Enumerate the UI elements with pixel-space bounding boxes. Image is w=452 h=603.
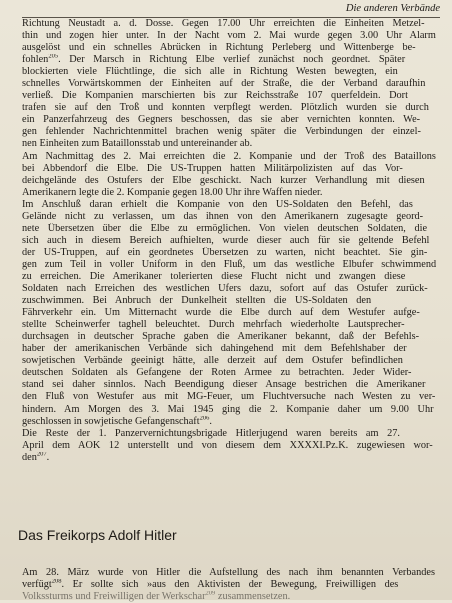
paragraph-line	[22, 235, 436, 247]
section-paragraph-line	[22, 579, 436, 591]
paragraph-line	[22, 114, 436, 126]
line-text: den Fluß von Westufer aus mit MG-Feuer, um Fluchtversuche nach Westen zu ver-	[22, 391, 436, 403]
line-text: schnelles Vorwärtskommen der Einheiten auf der Straße, die der Verband daraufhin	[22, 78, 426, 90]
section-text-block	[22, 567, 436, 603]
line-text-after-footnote: .	[209, 415, 212, 427]
line-text: nete Übersetzen über die Elbe zu ermöglichen. Von vielen deutschen Soldaten, die	[22, 222, 428, 234]
paragraph-line	[22, 440, 436, 452]
paragraph-line	[22, 452, 436, 464]
line-text: trafen sie auf den Troß und konnten verpflegt werden. Plötzlich wurden sie durch	[22, 102, 429, 114]
section-paragraph-line	[22, 567, 436, 579]
paragraph-line	[22, 404, 436, 416]
line-text: deutschen Soldaten als Gefangene der Roten Armee zu betrachten. Jeder Wider-	[22, 367, 412, 379]
footnote-marker: 206	[199, 415, 210, 422]
paragraph-line	[22, 163, 436, 175]
line-text: Soldaten nach Erreichen des westlichen Ufers dazu, sofort auf das Ostufer zurück-	[22, 283, 428, 295]
main-text-block	[22, 18, 436, 464]
paragraph-line	[22, 223, 436, 235]
line-text: Amerikanern legte die 2. Kompanie gegen 18.00 Uhr ihre Waffen nieder.	[22, 186, 323, 198]
paragraph-line	[22, 211, 436, 223]
paragraph	[22, 199, 436, 428]
paragraph-line	[22, 271, 436, 283]
line-text: deichgelände des Ostufers der Elbe geschickt. Nach kurzer Verhandlung mit diesen	[22, 174, 425, 186]
paragraph-line	[22, 126, 436, 138]
paragraph-line	[22, 18, 436, 30]
paragraph-line	[22, 199, 436, 211]
line-text: Im Anschluß daran erhielt die Kompanie von den US-Soldaten den Befehl, das	[22, 198, 413, 210]
line-text: der US-Truppen, auf ein geordnetes Übersetzen zu warten, nicht beachtet. Sie gin-	[22, 246, 428, 258]
line-text-after-footnote: .	[46, 451, 50, 463]
line-text: sich auch in diesem Bereich aufhielten, wurde dieser auch für sie geltende Befehl	[22, 234, 430, 246]
paragraph-line	[22, 259, 436, 271]
paragraph-line	[22, 343, 436, 355]
line-text: haber der amerikanischen Verbände sich dahingehend mit dem Befehlshaber der	[22, 343, 407, 355]
line-text: zuschwimmen. Bei Anbruch der Dunkelheit stellten die US-Soldaten den	[22, 295, 372, 307]
paragraph-line	[22, 42, 436, 54]
line-text: ein Panzerfahrzeug des Gegners beschossen, das sie aber vernichten konnten. We-	[22, 114, 421, 126]
paragraph	[22, 567, 436, 603]
paragraph-line	[22, 175, 436, 187]
line-text: den	[22, 451, 37, 463]
paragraph	[22, 151, 436, 199]
section-heading: Das Freikorps Adolf Hitler	[18, 527, 177, 543]
paragraph-line	[22, 295, 436, 307]
line-text: thin und zogen hier unter. In der Nacht vom 2. Mai wurde gegen 3.00 Uhr Alarm	[22, 30, 436, 42]
paragraph-line	[22, 379, 436, 391]
footnote-marker: 207	[36, 451, 47, 458]
line-text: Fährverkehr ein. Um Mitternacht wurde die Elbe durch auf dem Westufer aufge-	[22, 307, 420, 319]
paragraph-line	[22, 319, 436, 331]
line-text: durchsagen in deutscher Sprache gaben die Amerikaner bekannt, daß der Befehls-	[22, 331, 420, 343]
paragraph-line	[22, 391, 436, 403]
line-text: gen fehlender Nachrichtenmittel brachen wenig später die Verbindungen der einzel-	[22, 126, 421, 138]
paragraph	[22, 18, 436, 151]
paragraph-line	[22, 428, 436, 440]
line-text: verfügt	[22, 579, 52, 591]
footnote-marker: 209	[205, 591, 216, 597]
paragraph-line	[22, 138, 436, 150]
line-text: Richtung Neustadt a. d. Dosse. Gegen 17.00 Uhr erreichten die Einheiten Metzel-	[22, 18, 425, 29]
line-text: Am 28. März wurde von Hitler die Aufstellung des nach ihm benannten Verbandes	[22, 567, 435, 578]
line-text: sowjetischen Verbände geeinigt hätte, alle derzeit auf dem Ostufer befindlichen	[22, 355, 403, 367]
paragraph-line	[22, 307, 436, 319]
line-text: geschlossen in sowjetische Gefangenschaft	[22, 415, 200, 427]
line-text: Am Nachmittag des 2. Mai erreichten die 2. Kompanie und der Troß des Bataillons	[22, 150, 436, 162]
paragraph-line	[22, 102, 436, 114]
line-text: bei Abbendorf die Elbe. Die US-Truppen hatten Militärpolizisten auf das Vor-	[22, 162, 403, 174]
line-text: blockierten viele Flüchtlinge, die sich alle in Richtung Westen bewegten, ein	[22, 66, 398, 78]
paragraph-line	[22, 151, 436, 163]
line-text: stellte Scheinwerfer taghell beleuchtet. Durch mehrfach wiederholte Lautsprecher-	[22, 319, 405, 331]
line-text: zu erreichen. Die Amerikaner tolerierten diese Flucht nicht und zwangen diese	[22, 270, 406, 282]
page-header	[22, 3, 440, 18]
line-text: nen Einheiten zum Bataillonsstab und untereinander ab.	[22, 138, 253, 150]
section-paragraph-line	[22, 591, 436, 603]
paragraph-line	[22, 30, 436, 42]
footnote-marker: 208	[51, 579, 62, 585]
paragraph-line	[22, 283, 436, 295]
line-text: April dem AOK 12 unterstellt und von diesem dem XXXXI.Pz.K. zugewiesen wor-	[22, 439, 433, 451]
line-text: ausgelöst und ein schnelles Abrücken in Richtung Perleberg und Wittenberge be-	[22, 42, 416, 54]
line-text: fohlen	[22, 54, 49, 66]
paragraph-line	[22, 367, 436, 379]
line-text: Gelände nicht zu verlassen, um das ihnen von den Amerikanern zugesagte geord-	[22, 210, 424, 222]
paragraph-line	[22, 416, 436, 428]
line-text: gen zum Teil in voller Uniform in den Fluß, um das westliche Elbufer schwimmend	[22, 258, 436, 270]
line-text: verließ. Die Kompanien marschierten bis zur Reichsstraße 107 querfeldein. Dort	[22, 90, 408, 102]
line-text: stand sei daher sinnlos. Nach Beendigung dieser Ansage bestrichen die Amerikaner	[22, 379, 426, 391]
line-text-after-footnote: . Der Marsch in Richtung Elbe verlief zunächst noch geordnet. Später	[58, 54, 406, 66]
line-text: Volkssturms und Freiwilligen der Werkschar	[22, 591, 206, 603]
paragraph	[22, 428, 436, 464]
paragraph-line	[22, 331, 436, 343]
paragraph-line	[22, 187, 436, 199]
paragraph-line	[22, 66, 436, 78]
paragraph-line	[22, 90, 436, 102]
line-text-after-footnote: . Er sollte sich »aus den Aktivisten der Bewegung, Freiwilligen des	[61, 579, 399, 591]
footnote-marker: 205	[48, 54, 59, 60]
line-text: Die Reste der 1. Panzervernichtungsbrigade Hitlerjugend waren bereits am 27.	[22, 427, 400, 439]
paragraph-line	[22, 78, 436, 90]
paragraph-line	[22, 54, 436, 66]
line-text-after-footnote: zusammensetzen.	[215, 591, 291, 603]
paragraph-line	[22, 247, 436, 259]
line-text: hindern. Am Morgen des 3. Mai 1945 ging die 2. Kompanie daher um 9.00 Uhr	[22, 403, 434, 415]
running-head: Die anderen Verbände	[345, 3, 440, 14]
paragraph-line	[22, 355, 436, 367]
